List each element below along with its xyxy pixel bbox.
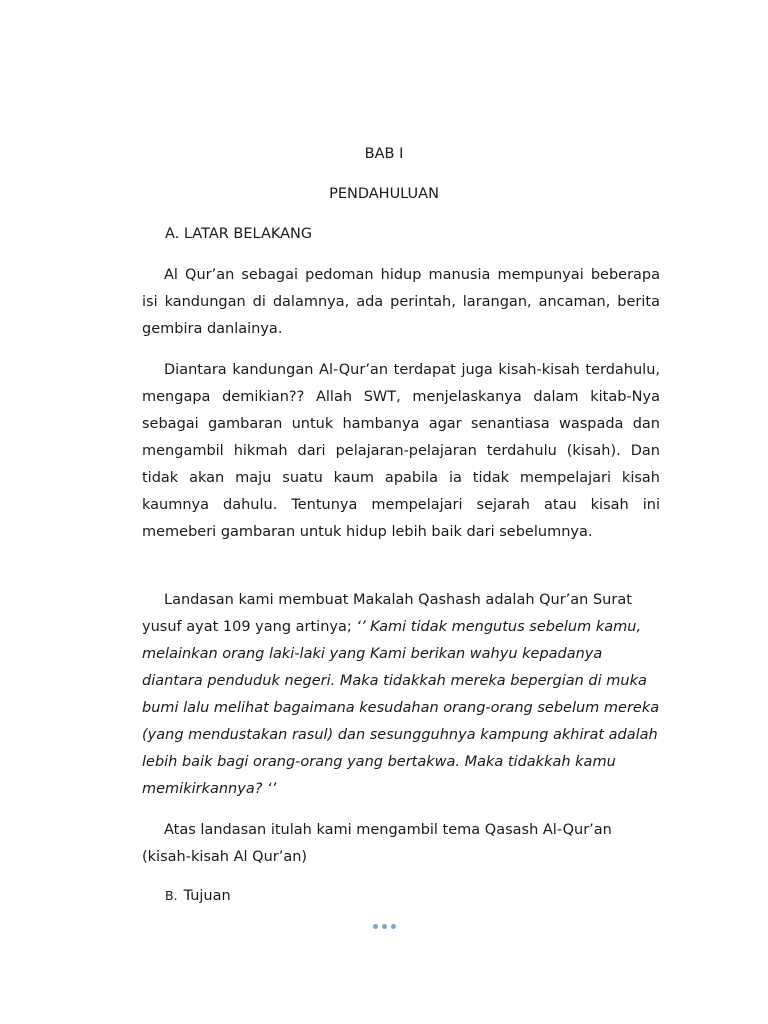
- chapter-title: PENDAHULUAN: [329, 186, 439, 202]
- dot: [382, 924, 387, 929]
- dot: [373, 924, 378, 929]
- section-b-letter: B.: [165, 888, 178, 903]
- paragraph-3-intro: Landasan kami membuat Makalah Qashash adalah Qur’an Surat yusuf ayat 109 yang artinya;: [142, 592, 632, 635]
- paragraph-2: Diantara kandungan Al-Qur’an terdapat juga kisah-kisah terdahulu, mengapa demikian?? Allah SWT, menjelaskanya dalam kitab-Nya sebagai gambaran untuk hambanya agar senantiasa waspada dan mengambil hikmah dari pelajaran-pelajaran terdahulu (kisah). Dan tidak akan maju suatu kaum apabila ia tidak mempelajari kisah kaumnya dahulu. Tentunya mempelajari sejarah atau kisah ini memeberi gambaran untuk hidup lebih baik dari sebelumnya.: [142, 362, 660, 540]
- section-b-heading: [165, 888, 231, 904]
- quran-quote: ‘’ Kami tidak mengutus sebelum kamu, melainkan orang laki-laki yang Kami berikan wahyu kepadanya diantara penduduk negeri. Maka tidakkah mereka bepergian di muka bumi lalu melihat bagaimana kesudahan orang-orang sebelum mereka (yang mendustakan rasul) dan sesungguhnya kampung akhirat adalah lebih baik bagi orang-orang yang bertakwa. Maka tidakkah kamu memikirkannya? ‘’: [142, 619, 660, 797]
- more-dots-icon[interactable]: [0, 924, 768, 929]
- chapter-label: BAB I: [364, 146, 404, 162]
- section-b-title: Tujuan: [183, 888, 231, 904]
- paragraph-1: Al Qur’an sebagai pedoman hidup manusia mempunyai beberapa isi kandungan di dalamnya, ada perintah, larangan, ancaman, berita gembira danlainya.: [142, 267, 660, 337]
- section-a-heading: A. LATAR BELAKANG: [165, 226, 313, 242]
- paragraph-3: [142, 587, 660, 803]
- paragraph-4: Atas landasan itulah kami mengambil tema Qasash Al-Qur’an (kisah-kisah Al Qur’an): [142, 822, 612, 865]
- dot: [391, 924, 396, 929]
